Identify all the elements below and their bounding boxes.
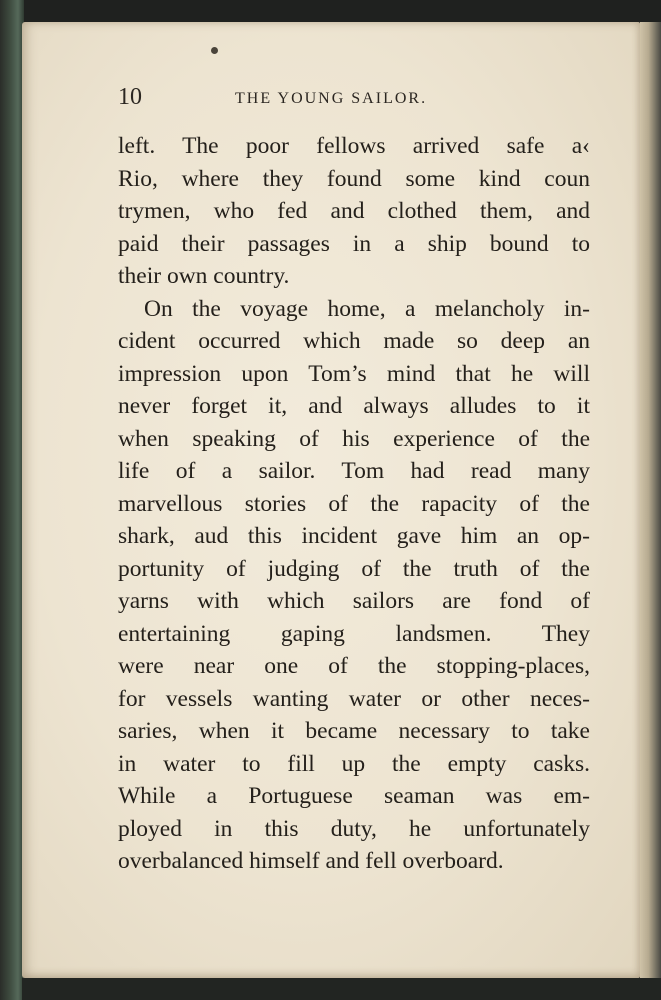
text-line: for vessels wanting water or other neces- <box>118 685 590 712</box>
page-number: 10 <box>118 84 142 110</box>
page-header <box>118 84 588 118</box>
ink-spot <box>211 47 218 54</box>
text-line: marvellous stories of the rapacity of the <box>118 490 590 517</box>
text-line: cident occurred which made so deep an <box>118 328 590 354</box>
text-line: entertaining gaping landsmen. They <box>118 620 590 647</box>
text-line: While a Portuguese seaman was em- <box>118 783 590 809</box>
text-line: were near one of the stopping-places, <box>118 653 590 679</box>
running-title: THE YOUNG SAILOR. <box>235 90 428 107</box>
text-line: Rio, where they found some kind coun <box>118 165 590 192</box>
background-bottom <box>22 978 661 1000</box>
page-edge-shadow <box>640 22 661 982</box>
book-binding-edge <box>0 0 24 1000</box>
text-line: paid their passages in a ship bound to <box>118 230 590 257</box>
text-line: yarns with which sailors are fond of <box>118 588 590 614</box>
text-line: overbalanced himself and fell overboard. <box>118 848 504 874</box>
text-line: On the voyage home, a melancholy in- <box>144 295 590 322</box>
text-line: left. The poor fellows arrived safe a‹ <box>118 133 590 159</box>
text-line: when speaking of his experience of the <box>118 425 590 452</box>
text-line: portunity of judging of the truth of the <box>118 555 590 582</box>
text-line: impression upon Tom’s mind that he will <box>118 360 590 387</box>
text-line: saries, when it became necessary to take <box>118 718 590 744</box>
text-line: trymen, who fed and clothed them, and <box>118 198 590 224</box>
text-line: never forget it, and always alludes to it <box>118 393 590 419</box>
text-line: their own country. <box>118 263 290 289</box>
text-line: ployed in this duty, he unfortunately <box>118 815 590 842</box>
text-line: shark, aud this incident gave him an op- <box>118 523 590 549</box>
text-line: life of a sailor. Tom had read many <box>118 458 590 484</box>
body-text <box>118 130 590 878</box>
text-line: in water to fill up the empty casks. <box>118 750 590 777</box>
